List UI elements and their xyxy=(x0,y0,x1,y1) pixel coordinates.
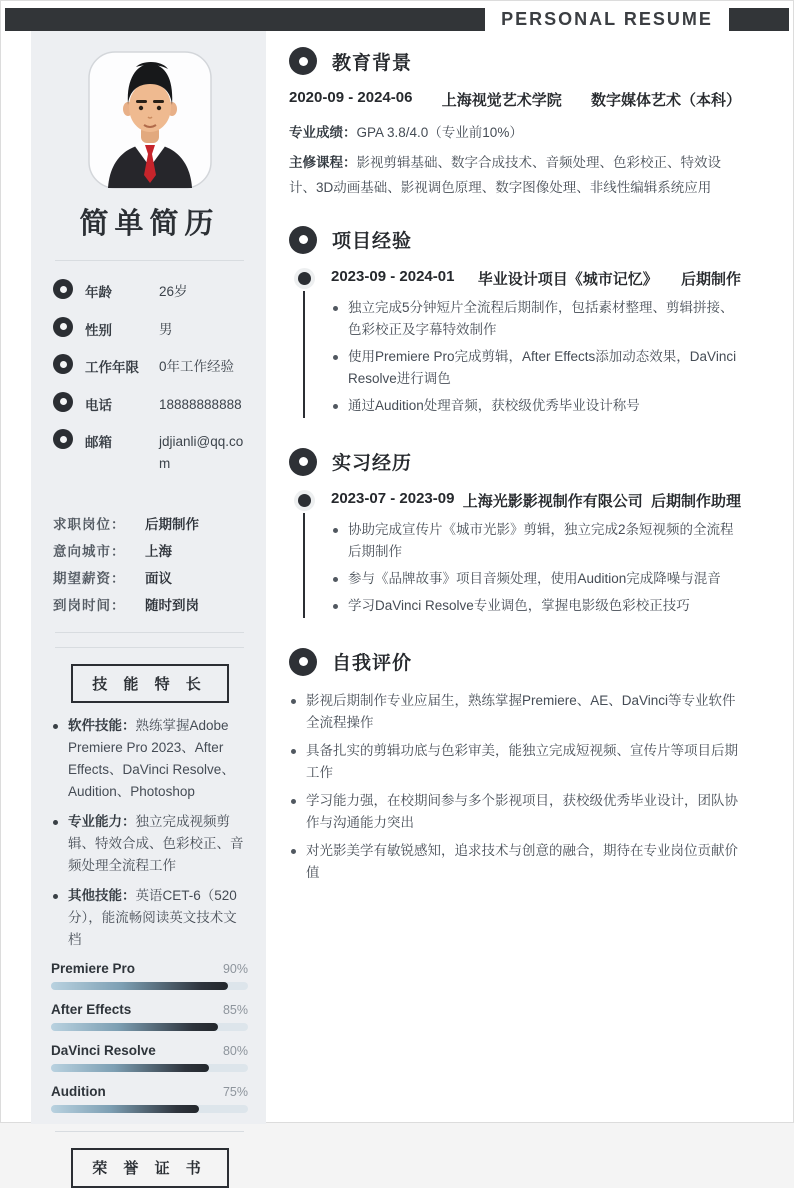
skill-bar-name: After Effects xyxy=(51,1001,132,1017)
bullet-item xyxy=(289,690,741,734)
sidebar xyxy=(31,31,266,1177)
bullet-item xyxy=(331,519,741,563)
skills-list xyxy=(49,715,250,951)
bullet-item xyxy=(331,395,741,417)
job-value: 随时到岗 xyxy=(145,597,199,613)
divider xyxy=(55,260,244,261)
skill-item xyxy=(51,885,250,951)
bullet-text: 对光影美学有敏锐感知，追求技术与创意的融合，期待在专业岗位贡献价值 xyxy=(306,842,738,880)
bullet-text: 具备扎实的剪辑功底与色彩审美，能独立完成短视频、宣传片等项目后期工作 xyxy=(306,742,738,780)
skill-item xyxy=(51,811,250,877)
main-content xyxy=(289,47,741,890)
personal-info-list xyxy=(49,279,250,475)
bullet-text: 通过Audition处理音频，获校级优秀毕业设计称号 xyxy=(348,397,640,413)
section-internship xyxy=(289,448,741,622)
skill-bar-name: Premiere Pro xyxy=(51,960,136,976)
section-bullet-icon xyxy=(289,448,317,476)
job-label: 意向城市： xyxy=(53,543,126,559)
section-title: 自我评价 xyxy=(332,653,413,675)
section-project xyxy=(289,226,741,422)
skill-bar-aftereffects xyxy=(51,1002,248,1031)
record-dot-icon xyxy=(53,317,73,337)
info-item-age xyxy=(49,279,250,303)
section-bullet-icon xyxy=(289,648,317,676)
education-courses xyxy=(289,151,741,200)
education-period: 2020-09 - 2024-06 xyxy=(289,89,413,106)
bullet-text: 独立完成5分钟短片全流程后期制作，包括素材整理、剪辑拼接、色彩校正及字幕特效制作 xyxy=(348,299,734,337)
progress-fill xyxy=(51,1105,199,1113)
bullet-text: 参与《品牌故事》项目音频处理，使用Audition完成降噪与混音 xyxy=(348,570,721,586)
bullet-icon xyxy=(333,604,338,609)
progress-fill xyxy=(51,982,228,990)
bullet-icon xyxy=(333,355,338,360)
record-dot-icon xyxy=(53,279,73,299)
internship-company: 上海光影影视制作有限公司 xyxy=(462,492,643,510)
bullet-item xyxy=(331,568,741,590)
evaluation-bullet-list xyxy=(289,690,741,884)
resume-name-title: 简单简历 xyxy=(79,208,220,240)
bullet-item xyxy=(289,790,741,834)
avatar xyxy=(88,51,212,189)
bullet-item xyxy=(331,297,741,341)
divider xyxy=(55,1131,244,1132)
bullet-item xyxy=(331,595,741,617)
project-period: 2023-09 - 2024-01 xyxy=(331,267,455,285)
section-title: 实习经历 xyxy=(332,453,413,475)
bullet-icon xyxy=(291,699,296,704)
job-label: 求职岗位： xyxy=(53,516,126,532)
education-header-row xyxy=(289,89,741,110)
info-label: 邮箱 xyxy=(85,435,112,451)
bullet-icon xyxy=(333,404,338,409)
section-title: 教育背景 xyxy=(332,52,413,74)
skill-bar-davinci xyxy=(51,1043,248,1072)
bullet-icon xyxy=(53,820,58,825)
bullet-icon xyxy=(291,799,296,804)
bullet-icon xyxy=(53,724,58,729)
timeline-line xyxy=(303,513,305,618)
job-value: 上海 xyxy=(145,543,172,559)
bullet-text: 协助完成宣传片《城市光影》剪辑，独立完成2条短视频的全流程后期制作 xyxy=(348,521,734,559)
job-item-city xyxy=(49,540,250,560)
gpa-value: GPA 3.8/4.0（专业前10%） xyxy=(356,125,523,140)
resume-title: PERSONAL RESUME xyxy=(501,8,713,29)
project-bullet-list xyxy=(331,297,741,417)
project-role: 后期制作 xyxy=(680,270,741,288)
internship-bullet-list xyxy=(331,519,741,617)
bullet-icon xyxy=(53,894,58,899)
progress-fill xyxy=(51,1023,218,1031)
skill-item xyxy=(51,715,250,803)
skill-text: 独立完成视频剪辑、特效合成、色彩校正、音频处理全流程工作 xyxy=(68,813,244,873)
bullet-icon xyxy=(333,577,338,582)
info-value: 男 xyxy=(159,321,173,337)
courses-value: 影视剪辑基础、数字合成技术、音频处理、色彩校正、特效设计、3D动画基础、影视调色原理、数字图像处理、非线性编辑系统应用 xyxy=(289,155,721,195)
internship-role: 后期制作助理 xyxy=(650,492,741,510)
bullet-text: 学习DaVinci Resolve专业调色，掌握电影级色彩校正技巧 xyxy=(348,597,690,613)
bullet-icon xyxy=(291,849,296,854)
skill-bars xyxy=(49,961,250,1113)
skill-lead: 专业能力： xyxy=(68,813,136,829)
info-item-email xyxy=(49,429,250,474)
section-bullet-icon xyxy=(289,47,317,75)
record-dot-icon xyxy=(53,354,73,374)
skill-bar-percent: 85% xyxy=(222,1002,248,1017)
project-header-row xyxy=(331,268,741,289)
progress-track xyxy=(51,1064,248,1072)
skill-bar-premiere xyxy=(51,961,248,990)
education-degree: 数字媒体艺术（本科） xyxy=(590,92,741,109)
progress-track xyxy=(51,1023,248,1031)
info-item-phone xyxy=(49,392,250,416)
job-value: 后期制作 xyxy=(145,516,199,532)
resume-title-box xyxy=(485,1,729,37)
bullet-item xyxy=(331,346,741,390)
education-school: 上海视觉艺术学院 xyxy=(441,92,562,109)
project-entry xyxy=(289,268,741,422)
progress-track xyxy=(51,982,248,990)
skill-bar-percent: 75% xyxy=(222,1084,248,1099)
bullet-text: 影视后期制作专业应届生，熟练掌握Premiere、AE、DaVinci等专业软件全流程操作 xyxy=(306,692,736,730)
info-item-experience xyxy=(49,354,250,378)
job-item-position xyxy=(49,513,250,533)
project-name: 毕业设计项目《城市记忆》 xyxy=(477,270,658,288)
bullet-icon xyxy=(333,306,338,311)
job-value: 面议 xyxy=(145,570,172,586)
section-bullet-icon xyxy=(289,226,317,254)
skill-text: 英语CET-6（520分），能流畅阅读英文技术文档 xyxy=(68,887,237,947)
skill-lead: 软件技能： xyxy=(68,717,136,733)
skills-section-title: 技 能 特 长 xyxy=(71,664,229,703)
timeline-dot-icon xyxy=(298,494,311,507)
info-label: 年龄 xyxy=(85,285,112,300)
bullet-item xyxy=(289,840,741,884)
info-value: 26岁 xyxy=(159,284,188,299)
timeline-line xyxy=(303,291,305,418)
internship-period: 2023-07 - 2023-09 xyxy=(331,489,455,507)
record-dot-icon xyxy=(53,429,73,449)
skill-bar-percent: 80% xyxy=(222,1043,248,1058)
courses-label: 主修课程： xyxy=(289,155,357,171)
info-value: 18888888888 xyxy=(159,396,242,412)
skill-bar-audition xyxy=(51,1084,248,1113)
skill-bar-name: Audition xyxy=(51,1083,106,1099)
bullet-text: 使用Premiere Pro完成剪辑，After Effects添加动态效果，DaVinci Resolve进行调色 xyxy=(348,348,737,386)
record-dot-icon xyxy=(53,392,73,412)
section-education xyxy=(289,47,741,200)
job-item-availability xyxy=(49,594,250,614)
section-self-evaluation xyxy=(289,648,741,884)
internship-header-row xyxy=(331,490,741,511)
info-item-gender xyxy=(49,317,250,341)
info-value: jdjianli@qq.com xyxy=(159,434,244,471)
divider xyxy=(55,647,244,648)
bullet-icon xyxy=(333,528,338,533)
honors-section-title: 荣 誉 证 书 xyxy=(71,1148,229,1188)
job-intent-list xyxy=(49,513,250,614)
avatar-image xyxy=(88,51,212,189)
gpa-label: 专业成绩： xyxy=(289,125,357,140)
skill-bar-name: DaVinci Resolve xyxy=(51,1042,156,1058)
job-item-salary xyxy=(49,567,250,587)
internship-entry xyxy=(289,490,741,622)
skill-bar-percent: 90% xyxy=(222,961,248,976)
info-label: 性别 xyxy=(85,322,112,338)
progress-track xyxy=(51,1105,248,1113)
education-gpa xyxy=(289,121,741,145)
bullet-item xyxy=(289,740,741,784)
info-value: 0年工作经验 xyxy=(159,359,235,375)
job-label: 期望薪资： xyxy=(53,570,126,586)
info-label: 工作年限 xyxy=(85,360,139,376)
bullet-icon xyxy=(291,749,296,754)
info-label: 电话 xyxy=(85,397,112,413)
divider xyxy=(55,632,244,633)
job-label: 到岗时间： xyxy=(53,597,126,613)
skill-lead: 其他技能： xyxy=(68,887,136,903)
section-title: 项目经验 xyxy=(332,231,413,253)
progress-fill xyxy=(51,1064,209,1072)
skill-text: 熟练掌握Adobe Premiere Pro 2023、After Effects、DaVinci Resolve、Audition、Photoshop xyxy=(68,717,235,799)
timeline-dot-icon xyxy=(298,272,311,285)
bullet-text: 学习能力强，在校期间参与多个影视项目，获校级优秀毕业设计，团队协作与沟通能力突出 xyxy=(306,792,738,830)
